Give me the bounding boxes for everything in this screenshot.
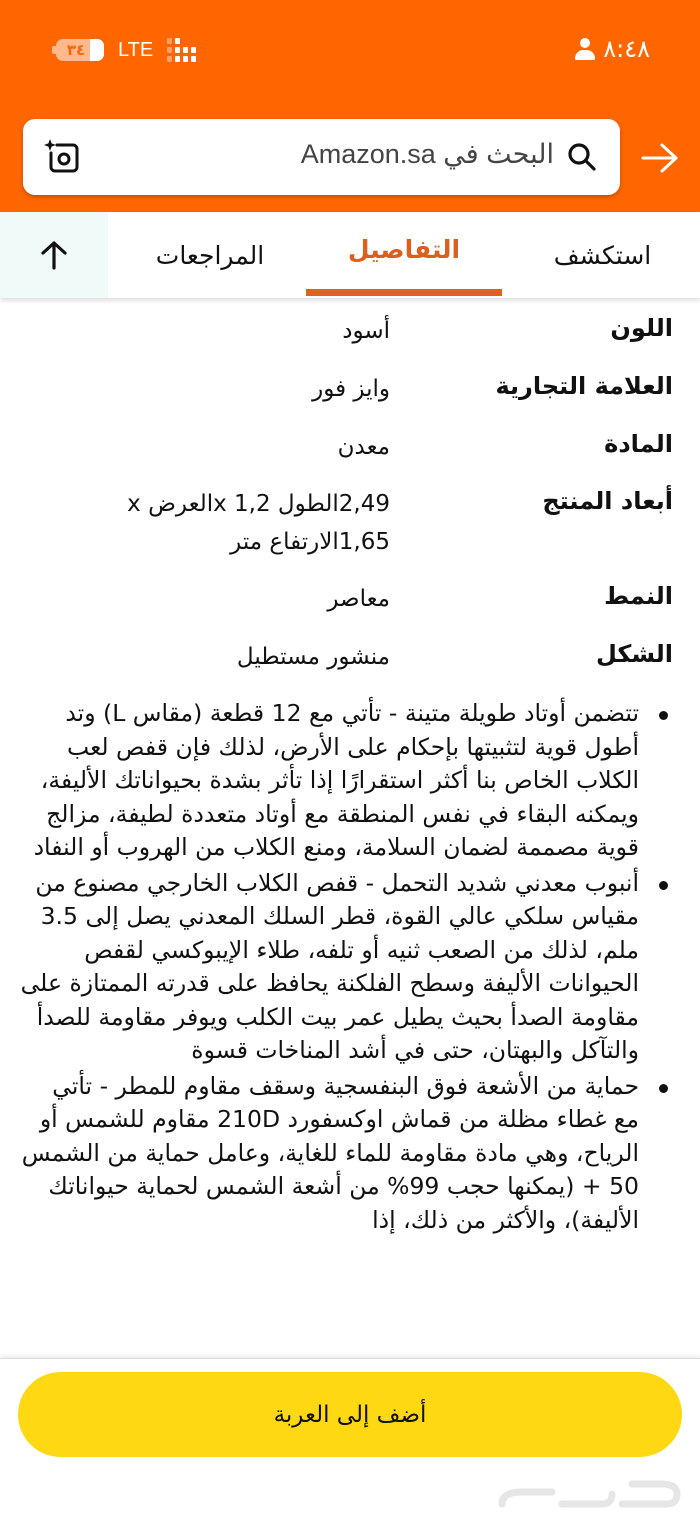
attribute-value: وايز فور (312, 376, 390, 402)
attribute-label: الشكل (595, 640, 673, 668)
feature-bullet: أنبوب معدني شديد التحمل - قفص الكلاب الخارجي مصنوع من مقياس سلكي عالي القوة، قطر السلك المعدني يصل إلى 3.5 ملم، لذلك من الصعب ثنيه أو تلفه، طلاء الإيبوكسي لقفص الحيوانات الأليفة وسطح الفلكنة يحافظ على قدرته الممتازة على مقاومة الصدأ بحيث يطيل عمر بيت الكلب ويوفر مقاومة للصدأ والتآكل والبهتان، حتى في أشد المناخات قسوة (20, 867, 676, 1068)
signal-icon (167, 38, 196, 62)
app-header (0, 0, 700, 212)
back-arrow-icon[interactable] (640, 140, 680, 176)
status-bar-right (575, 35, 650, 63)
add-to-cart-button[interactable] (18, 1372, 682, 1457)
feature-bullet: تتضمن أوتاد طويلة متينة - تأتي مع 12 قطعة (مقاس L) وتد أطول قوية لتثبيتها بإحكام على الأرض، لذلك فإن قفص لعب الكلاب الخاص بنا أكثر استقرارًا إذا تأثر بشدة بحيواناتك الأليفة، ويمكنه البقاء في نفس المنطقة مع أوتاد متعددة لطيفة، مزالج قوية مصممة لضمان السلامة، ومنع الكلاب من الهروب أو النفاد (20, 697, 676, 865)
tab-explore-label: استكشف (553, 240, 652, 270)
battery-level: ٣٤ (66, 41, 86, 59)
search-placeholder: البحث في Amazon.sa (300, 139, 554, 169)
lens-camera-icon[interactable] (43, 137, 83, 177)
watermark-logo-icon (492, 1474, 682, 1514)
feature-bullet: حماية من الأشعة فوق البنفسجية وسقف مقاوم للمطر - تأتي مع غطاء مظلة من قماش اوكسفورد 210D مقاوم للشمس أو الرياح، وهي مادة مقاومة للماء للغاية، وعامل حماية من الشمس 50 + (يمكنها حجب 99% من أشعة الشمس لحماية حيواناتك الأليفة)، والأكثر من ذلك، إذا (20, 1070, 676, 1238)
tab-reviews[interactable] (130, 212, 290, 298)
battery-icon (56, 39, 104, 61)
tab-explore[interactable] (530, 212, 675, 298)
person-icon (575, 38, 595, 60)
attribute-label: أبعاد المنتج (542, 487, 673, 515)
attribute-label: المادة (604, 430, 673, 458)
status-bar (0, 30, 700, 75)
attribute-label: النمط (604, 582, 673, 610)
feature-bullets (20, 697, 676, 1239)
search-input[interactable] (23, 119, 620, 195)
attribute-value: أسود (342, 318, 390, 344)
bottom-action-bar (0, 1358, 700, 1518)
status-bar-left (56, 38, 196, 62)
network-type: LTE (118, 38, 154, 61)
tab-reviews-label: المراجعات (155, 240, 265, 270)
tab-details[interactable] (306, 212, 502, 298)
attribute-value: 2,49الطول x 1,2العرض x 1,65الارتفاع متر (127, 491, 390, 555)
arrow-up-icon (39, 239, 69, 271)
attribute-value: معدن (337, 434, 390, 460)
attribute-value: منشور مستطيل (236, 644, 390, 670)
tab-bar (0, 212, 700, 298)
attribute-label: العلامة التجارية (495, 372, 673, 400)
attribute-label: اللون (610, 314, 673, 342)
clock: ٨:٤٨ (603, 35, 650, 63)
attribute-value: معاصر (327, 586, 390, 612)
tab-details-label: التفاصيل (347, 234, 461, 264)
scroll-top-button[interactable] (0, 212, 108, 298)
active-tab-indicator (306, 289, 502, 296)
add-to-cart-label: أضف إلى العربة (273, 1401, 427, 1428)
search-icon[interactable] (566, 141, 598, 173)
